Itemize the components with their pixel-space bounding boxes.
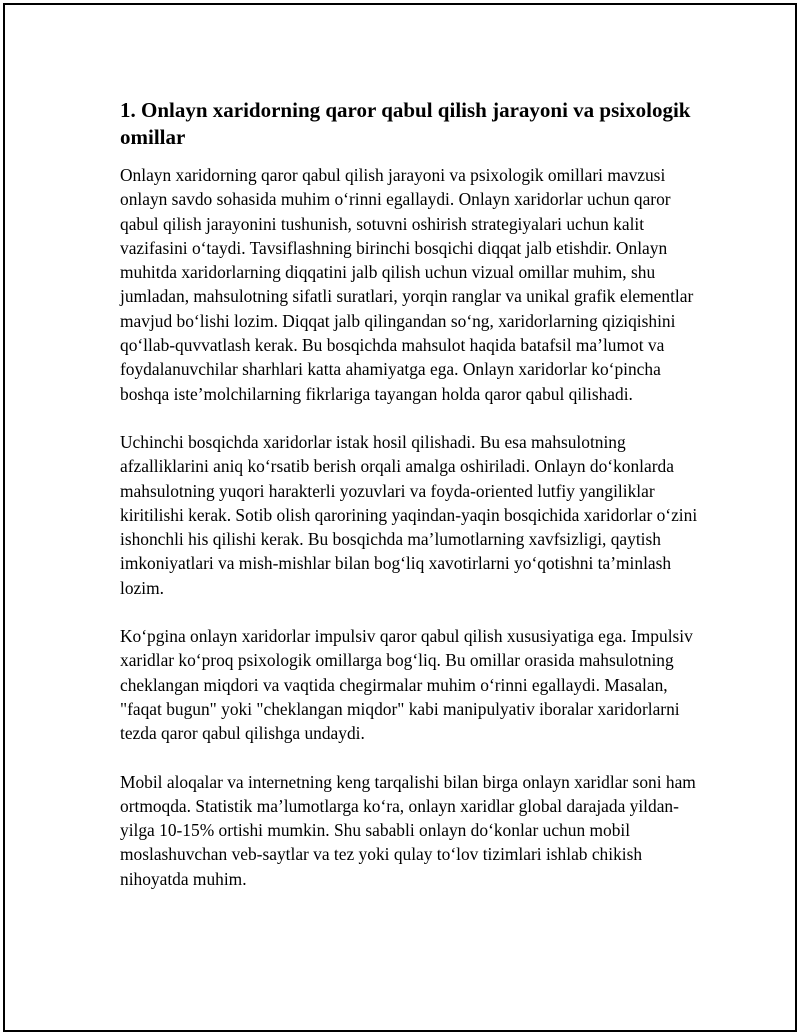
- paragraph-1: Onlayn xaridorning qaror qabul qilish jarayoni va psixologik omillari mavzusi onlayn savdo sohasida muhim o‘rinni egallaydi. Onlayn xaridorlar uchun qaror qabul qilish jarayonini tushunish, sotuvni oshirish strategiyalari uchun kalit vazifasini o‘taydi. Tavsiflashning birinchi bosqichi diqqat jalb etishdir. Onlayn muhitda xaridorlarning diqqatini jalb qilish uchun vizual omillar muhim, shu jumladan, mahsulotning sifatli suratlari, yorqin ranglar va unikal grafik elementlar mavjud bo‘lishi lozim. Diqqat jalb qilingandan so‘ng, xaridorlarning qiziqishini qo‘llab-quvvatlash kerak. Bu bosqichda mahsulot haqida batafsil ma’lumot va foydalanuvchilar sharhlari katta ahamiyatga ega. Onlayn xaridorlar ko‘pincha boshqa iste’molchilarning fikrlariga tayangan holda qaror qabul qilishadi.: [120, 165, 694, 404]
- paragraph-4: Mobil aloqalar va internetning keng tarqalishi bilan birga onlayn xaridlar soni ham ortmoqda. Statistik ma’lumotlarga ko‘ra, onlayn xaridlar global darajada yildan-yilga 10-15% ortishi mumkin. Shu sababli onlayn do‘konlar uchun mobil moslashuvchan veb-saytlar va tez yoki qulay to‘lov tizimlari ishlab chikish nihoyatda muhim.: [120, 771, 696, 889]
- document-body: [120, 97, 700, 915]
- document-page: [3, 3, 797, 1032]
- paragraph-2: Uchinchi bosqichda xaridorlar istak hosil qilishadi. Bu esa mahsulotning afzalliklarini aniq ko‘rsatib berish orqali amalga oshiriladi. Onlayn do‘konlarda mahsulotning yuqori harakterli yozuvlari va foyda-oriented lutfiy yangiliklar kiritilishi kerak. Sotib olish qarorining yaqindan-yaqin bosqichida xaridorlar o‘zini ishonchli his qilishi kerak. Bu bosqichda ma’lumotlarning xavfsizligi, qaytish imkoniyatlari va mish-mishlar bilan bog‘liq xavotirlarni yo‘qotishni ta’minlash lozim.: [120, 431, 698, 598]
- section-heading: 1. Onlayn xaridorning qaror qabul qilish jarayoni va psixologik omillar: [120, 98, 691, 149]
- paragraph-3: Ko‘pgina onlayn xaridorlar impulsiv qaror qabul qilish xususiyatiga ega. Impulsiv xaridlar ko‘proq psixologik omillarga bog‘liq. Bu omillar orasida mahsulotning cheklangan miqdori va vaqtida chegirmalar muhim o‘rinni egallaydi. Masalan, "faqat bugun" yoki "cheklangan miqdor" kabi manipulyativ iboralar xaridorlarni tezda qaror qabul qilishga undaydi.: [120, 626, 693, 744]
